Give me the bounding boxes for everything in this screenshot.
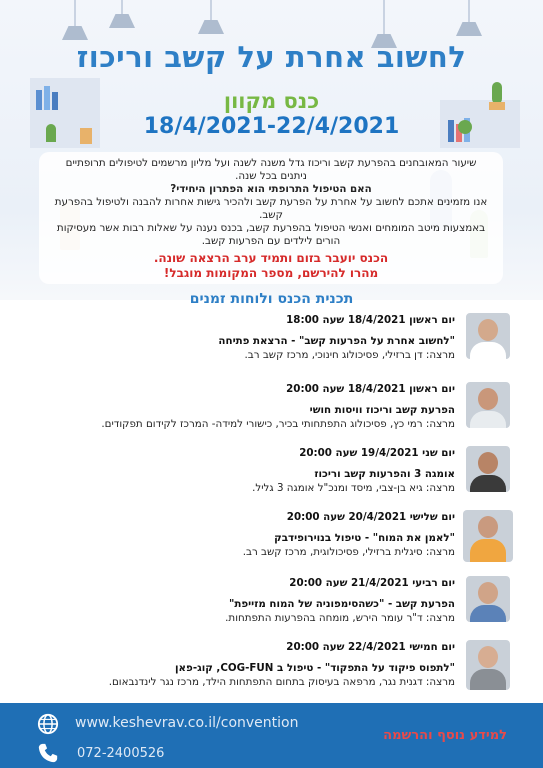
session-date: יום רביעי 21/4/2021 שעה 20:00	[289, 577, 455, 589]
page-title: לחשוב אחרת על קשב וריכוז	[76, 40, 467, 74]
program-title: תכנית הכנס ולוחות זמנים	[189, 291, 354, 307]
session-item	[0, 510, 543, 570]
intro-question: האם הטיפול התרופתי הוא הפתרון היחידי?	[170, 183, 372, 195]
lamp-decoration	[383, 0, 385, 36]
intro-paragraph: שיעור המאובחנים בהפרעת קשב וריכוז גדל משנה לשנה ועל מליון מרשמים לטיפולים תרופתיים ניתנים בכל שנה.	[65, 157, 477, 182]
session-speaker: מרצה: ד"ר עומר הירש, מומחה בהפרעות התפתחות.	[225, 612, 455, 624]
session-speaker: מרצה: רמי כץ, פסיכולוג התפתחותי בכיר, כישורי למידה- המרכז לקידום תפקודים.	[101, 418, 455, 430]
session-item	[0, 313, 543, 373]
page-subtitle: כנס מקוון	[223, 89, 320, 113]
speaker-photo	[463, 510, 513, 562]
session-title: "לחשוב אחרת על הפרעות קשב" - הרצאת פתיחה	[218, 335, 455, 347]
session-title: "לאמן את המוח" - טיפול בנוירופידבק	[274, 532, 455, 544]
speaker-photo	[466, 640, 510, 690]
session-title: "לתפוס פיקוד על התפקוד" - טיפול ב COG-FUN, קוג-פאן	[175, 662, 455, 674]
speaker-photo	[466, 446, 510, 492]
session-speaker: מרצה: סיגלית ברזילי, פסיכולוגית, מרכז קשב רב.	[242, 546, 455, 558]
session-date: יום ראשון 18/4/2021 שעה 20:00	[286, 383, 455, 395]
lamp-decoration	[468, 0, 470, 24]
session-title: הפרעת קשב - "כשהסימפוניה של המוח מזייפת"	[228, 598, 455, 610]
session-speaker: מרצה: דגנית נגר, מרפאה בעיסוק בתחום התפתחות הילד, מרכז נגר לינדנבאום.	[108, 676, 455, 688]
session-date: יום שלישי 20/4/2021 שעה 20:00	[286, 511, 455, 523]
session-item	[0, 576, 543, 636]
zoom-notice: הכנס יועבר בזום ותמיד ערב הרצאה שונה.	[153, 251, 389, 265]
speaker-photo	[466, 576, 510, 622]
more-info-registration[interactable]: למידע נוסף והרשמה	[383, 728, 507, 743]
session-date: יום חמישי 22/4/2021 שעה 20:00	[286, 641, 455, 653]
lamp-decoration	[74, 0, 76, 28]
session-item	[0, 640, 543, 700]
intro-card	[39, 152, 503, 284]
intro-paragraph: אנו מזמינים אתכם לחשוב על אחרת על הפרעת קשב ולהכיר גישות אחרות להבנה ולטיפול בהפרעת קשב.	[54, 196, 488, 221]
globe-icon	[37, 713, 59, 735]
session-title: אומגה 3 והפרעות קשב וריכוז	[314, 468, 455, 480]
phone-number[interactable]: 072-2400526	[77, 746, 165, 761]
intro-paragraph: באמצעות מיטב המומחים ואנשי הטיפול בהפרעת קשב, בכנס נענה על שאלות רבות אשר מעסיקות הורים לילדים עם הפרעות קשב.	[56, 222, 486, 247]
speaker-photo	[466, 313, 510, 359]
session-date: יום ראשון 18/4/2021 שעה 18:00	[286, 314, 455, 326]
speaker-photo	[466, 382, 510, 428]
website-link[interactable]: www.keshevrav.co.il/convention	[75, 715, 299, 731]
register-urgency: מהרו להירשם, מספר המקומות מוגבל!	[163, 266, 379, 280]
session-speaker: מרצה: דן ברזילי, פסיכולוג חינוכי, מרכז קשב רב.	[244, 349, 455, 361]
session-item	[0, 382, 543, 442]
session-speaker: מרצה: גיא בן-צבי, מיסד ומנכ"ל אומגה 3 גליל.	[252, 482, 455, 494]
lamp-decoration	[210, 0, 212, 22]
conference-dates: 18/4/2021-22/4/2021	[143, 114, 400, 139]
lamp-decoration	[121, 0, 123, 16]
phone-icon	[37, 742, 59, 764]
session-date: יום שני 19/4/2021 שעה 20:00	[299, 447, 455, 459]
session-title: הפרעת קשב וריכוז וויסות חושי	[309, 404, 455, 416]
footer-bar	[0, 703, 543, 768]
session-item	[0, 446, 543, 506]
